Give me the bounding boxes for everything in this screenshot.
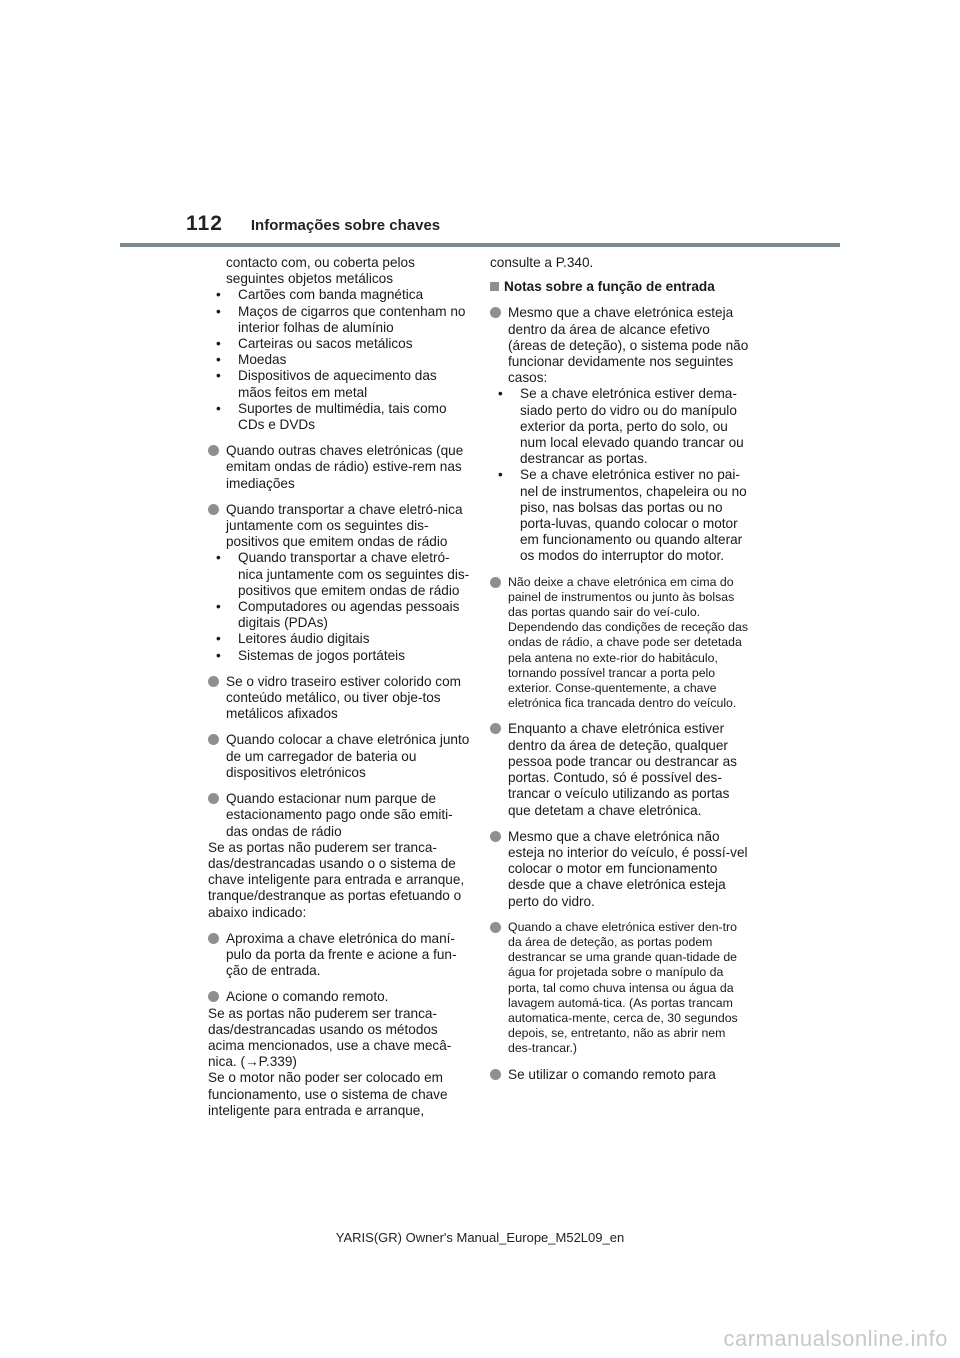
condition-item: Quando transportar a chave eletró-nica juntamente com os seguintes dis-positivos que emitem ondas de rádio bbox=[208, 502, 470, 551]
condition-item: Se o vidro traseiro estiver colorido com conteúdo metálico, ou tiver obje-tos metálicos afixados bbox=[208, 674, 470, 723]
note-item: Quando a chave eletrónica estiver den-tro da área de deteção, as portas podem destrancar se uma grande quan-tidade de água for projetada sobre o manípulo da porta, tal como chuva intensa ou água da lavagem automá-tica. (As portas trancam automatica-mente, cerca de, 30 segundos depois, se, entretanto, não as abrir nem des-trancar.) bbox=[490, 920, 752, 1057]
paragraph: Se as portas não puderem ser tranca-das/destrancadas usando os métodos acima mencionados, use a chave mecâ-nica. (→P.339) bbox=[208, 1005, 452, 1070]
list-item: • Maços de cigarros que contenham no interior folhas de alumínio bbox=[208, 304, 470, 336]
right-column bbox=[490, 255, 752, 1083]
page-number: 112 bbox=[186, 212, 223, 235]
circle-bullet-icon bbox=[208, 504, 219, 515]
left-column bbox=[208, 255, 470, 1119]
circle-bullet-icon bbox=[208, 734, 219, 745]
list-item: • Se a chave eletrónica estiver dema-siado perto do vidro ou do manípulo exterior da porta, perto do solo, ou num local elevado quando trancar ou destrancar as portas. bbox=[490, 386, 752, 467]
list-item: • Se a chave eletrónica estiver no pai-nel de instrumentos, chapeleira ou no piso, nas bolsas das portas ou no porta-luvas, quando colocar o motor em funcionamento ou quando alterar os modos do interruptor do motor. bbox=[490, 467, 752, 564]
list-item: • Quando transportar a chave eletró-nica juntamente com os seguintes dis-positivos que emitem ondas de rádio bbox=[208, 550, 470, 599]
circle-bullet-icon bbox=[208, 445, 219, 456]
note-item: Mesmo que a chave eletrónica esteja dentro da área de alcance efetivo (áreas de deteção), o sistema pode não funcionar devidamente nos seguintes casos: bbox=[490, 305, 752, 386]
circle-bullet-icon bbox=[490, 1069, 501, 1080]
continued-text: consulte a P.340. bbox=[490, 255, 594, 270]
circle-bullet-icon bbox=[490, 307, 501, 318]
list-item: • Moedas bbox=[208, 352, 470, 368]
circle-bullet-icon bbox=[490, 831, 501, 842]
condition-item: Quando colocar a chave eletrónica junto de um carregador de bateria ou dispositivos eletrónicos bbox=[208, 732, 470, 781]
circle-bullet-icon bbox=[208, 793, 219, 804]
list-item: • Suportes de multimédia, tais como CDs e DVDs bbox=[208, 401, 470, 433]
condition-item: Acione o comando remoto. bbox=[208, 989, 470, 1005]
note-item: Se utilizar o comando remoto para bbox=[490, 1067, 752, 1083]
circle-bullet-icon bbox=[490, 922, 501, 933]
paragraph: Se o motor não poder ser colocado em funcionamento, use o sistema de chave inteligente para entrada e arranque, bbox=[208, 1070, 448, 1118]
section-title: Informações sobre chaves bbox=[250, 217, 441, 234]
continued-text: contacto com, ou coberta pelos seguintes objetos metálicos bbox=[226, 255, 415, 287]
header-divider bbox=[120, 243, 840, 247]
list-item: • Sistemas de jogos portáteis bbox=[208, 648, 470, 664]
page-footer: YARIS(GR) Owner's Manual_Europe_M52L09_en bbox=[335, 1230, 625, 1245]
subsection-heading: Notas sobre a função de entrada bbox=[490, 279, 752, 295]
list-item: • Leitores áudio digitais bbox=[208, 631, 470, 647]
watermark: carmanualsonline.info bbox=[723, 1326, 948, 1351]
paragraph: Se as portas não puderem ser tranca-das/destrancadas usando o o sistema de chave inteligente para entrada e arranque, tranque/destranque as portas efetuando o abaixo indicado: bbox=[208, 839, 465, 920]
page-header bbox=[186, 212, 440, 242]
condition-item: Quando outras chaves eletrónicas (que emitam ondas de rádio) estive-rem nas imediações bbox=[208, 443, 470, 492]
condition-item: Quando estacionar num parque de estacionamento pago onde são emiti-das ondas de rádio bbox=[208, 791, 470, 840]
list-item: • Dispositivos de aquecimento das mãos feitos em metal bbox=[208, 368, 470, 400]
condition-item: Aproxima a chave eletrónica do maní-pulo da porta da frente e acione a fun-ção de entrada. bbox=[208, 931, 470, 980]
note-item: Não deixe a chave eletrónica em cima do painel de instrumentos ou junto às bolsas das portas quando sair do veí-culo. Dependendo das condições de receção das ondas de rádio, a chave pode ser detetada pela antena no exte-rior do habitáculo, tornando possível trancar a porta pelo exterior. Conse-quentemente, a chave eletrónica fica trancada dentro do veículo. bbox=[490, 575, 752, 712]
note-item: Enquanto a chave eletrónica estiver dentro da área de deteção, qualquer pessoa pode trancar ou destrancar as portas. Contudo, só é possível des-trancar o veículo utilizando as portas que detetam a chave eletrónica. bbox=[490, 721, 752, 818]
circle-bullet-icon bbox=[208, 933, 219, 944]
square-bullet-icon bbox=[490, 282, 499, 291]
list-item: • Computadores ou agendas pessoais digitais (PDAs) bbox=[208, 599, 470, 631]
circle-bullet-icon bbox=[490, 723, 501, 734]
circle-bullet-icon bbox=[208, 676, 219, 687]
list-item: • Carteiras ou sacos metálicos bbox=[208, 336, 470, 352]
list-item: • Cartões com banda magnética bbox=[208, 287, 470, 303]
circle-bullet-icon bbox=[490, 577, 501, 588]
circle-bullet-icon bbox=[208, 991, 219, 1002]
note-item: Mesmo que a chave eletrónica não esteja no interior do veículo, é possí-vel colocar o motor em funcionamento desde que a chave eletrónica esteja perto do vidro. bbox=[490, 829, 752, 910]
